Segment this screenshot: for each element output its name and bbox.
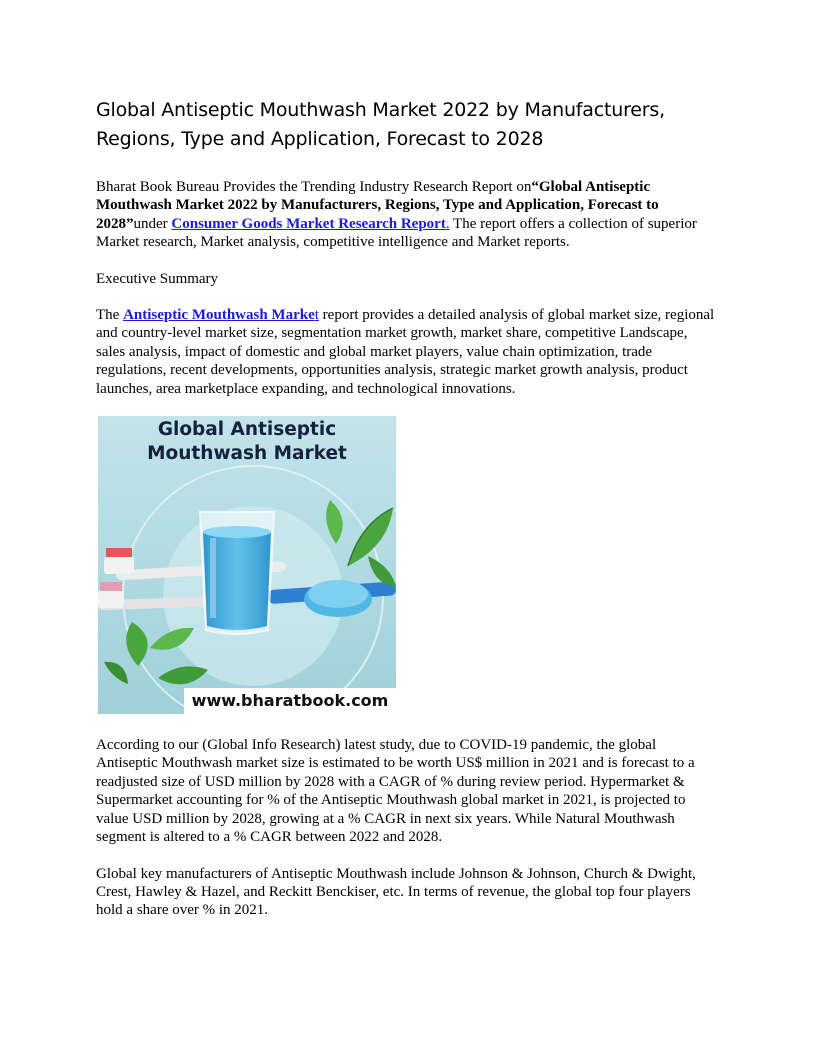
intro-closing: The report offers a collection of superior Market research, Market analysis, competitive intelligence and Market reports.: [96, 215, 697, 251]
consumer-goods-report-link[interactable]: Consumer Goods Market Research Report: [171, 215, 446, 232]
document-page: [96, 96, 720, 938]
section-heading: Executive Summary: [96, 270, 219, 287]
antiseptic-mouthwash-market-link[interactable]: Antiseptic Mouthwash Marke: [123, 307, 315, 324]
document-title: Global Antiseptic Mouthwash Market 2022 by Manufacturers, Regions, Type and Application, Forecast to 2028: [96, 99, 665, 150]
summary-prefix: The: [96, 307, 124, 324]
summary-body: report provides a detailed analysis of global market size, regional and country-level market size, segmentation market growth, market share, competitive Landscape, sales analysis, impact of domestic and global market players, value chain optimization, trade regulations, recent developments, opportunities analysis, strategic market growth analysis, product launches, area marketplace expanding, and technological innovations.: [96, 307, 715, 397]
summary-paragraph: [96, 306, 720, 398]
study-paragraph: According to our (Global Info Research) latest study, due to COVID-19 pandemic, the global Antiseptic Mouthwash market size is estimated to be worth US$ million in 2021 and is forecast to a readjusted size of USD million by 2028 with a CAGR of % during review period. Hypermarket & Supermarket accounting for % of the Antiseptic Mouthwash global market in 2021, is projected to value USD million by 2028, growing at a % CAGR in next six years. While Natural Mouthwash segment is altered to a % CAGR between 2022 and 2028.: [96, 737, 695, 846]
intro-lead: Bharat Book Bureau Provides the Trending Industry Research Report on: [96, 179, 532, 195]
intro-under: under: [133, 215, 172, 232]
promo-url: www.bharatbook.com: [191, 691, 389, 711]
consumer-goods-link-tail[interactable]: .: [445, 215, 450, 232]
manufacturers-paragraph: Global key manufacturers of Antiseptic Mouthwash include Johnson & Johnson, Church & Dwight, Crest, Hawley & Hazel, and Reckitt Benckiser, etc. In terms of revenue, the global top four players hold a share over % in 2021.: [96, 865, 696, 919]
promo-image: [98, 416, 396, 714]
promo-title: Global Antiseptic Mouthwash Market: [147, 419, 347, 465]
report-name: “Global Antiseptic Mouthwash Market 2022 by Manufacturers, Regions, Type and Application, Forecast to 2028”: [96, 179, 659, 232]
intro-paragraph: [96, 178, 720, 252]
market-link-tail[interactable]: t: [314, 307, 319, 324]
